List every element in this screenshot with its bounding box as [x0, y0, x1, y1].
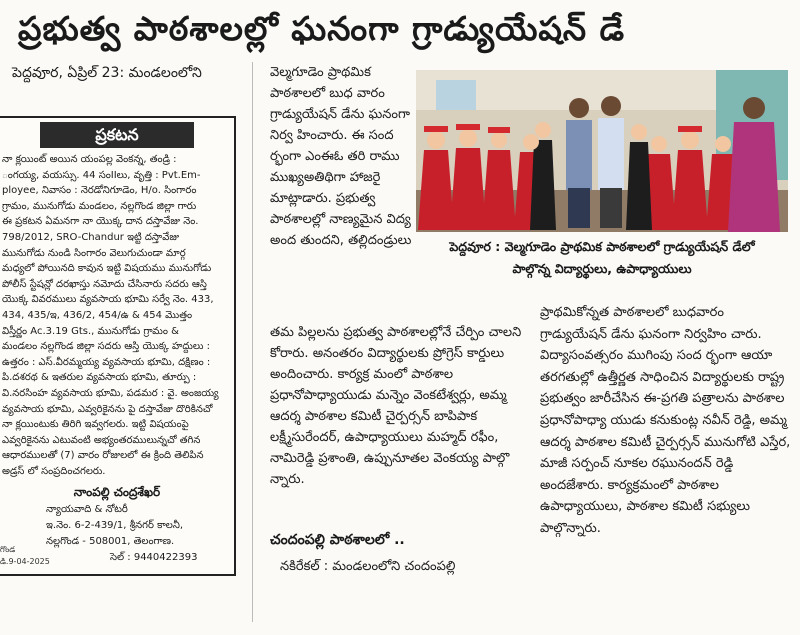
article-paragraph: వెల్మగూడెం ప్రాథమిక పాఠశాలలో బుధ వారం గ్రాడ్యుయేషన్ డేను ఘనంగా నిర్వ హించారు. ఈ సంద ర్భంగా ఎంఈఓ తరి రాము ముఖ్యఅతిథిగా హాజరై మాట్లాడారు. ప్రభుత్వ పాఠశాలల్లో నాణ్యమైన విద్య అంద తుందని, తల్లిదండ్రులు [270, 65, 412, 248]
notice-line: నా క్లయింట్ అయిన యంపల్ల వెంకన్న, తండ్రి : [2, 154, 177, 165]
notice-date: డి.9-04-2025 [0, 557, 50, 566]
notice-line: 434, 435/ఇ, 436/2, 454/ఉ & 454 మొత్తం [2, 309, 193, 321]
notice-line: ఉత్తరం : ఎస్.వీరమ్మయ్య వ్యవసాయ భూమి, దక్షిణం : [2, 356, 211, 368]
column-divider [252, 62, 253, 622]
signature-name: నాంపల్లి చంద్రశేఖర్ [73, 485, 161, 500]
notice-title: ప్రకటన [40, 122, 194, 148]
notice-line: నా క్లయింటుకు తిరిగి ఇవ్వగలరు. ఇట్టి విషయంపై [2, 419, 189, 431]
notice-line: ఆధారములతో (7) వారం రోజులలో ఈ క్రింది తెలిపిన [2, 450, 204, 462]
notice-line: 798/2012, SRO-Chandur ఇట్టి దస్తావేజు [2, 231, 180, 243]
photo-caption-line: పెద్దవూర : వెల్మగూడెం ప్రాథమిక పాఠశాలలో గ్రాడ్యుయేషన్ డేలో [449, 239, 755, 254]
dateline: పెద్దవూర, ఏప్రిల్ 23: మండలంలోని [12, 65, 202, 81]
notice-line: గ్రామం, మునుగోడు మండలం, నల్లగొండ జిల్లా గారు [2, 200, 197, 212]
graduation-photo-image [416, 70, 788, 232]
notice-line: మునుగోడు నుండి సింగారం వెలుగుచుండా మార్గ [2, 247, 186, 259]
notice-line: వి.నరసింహ వ్యవసాయ భూమి, పడమర : వై. అంజయ్య [2, 387, 219, 399]
graduation-photo [416, 70, 788, 232]
notice-box [0, 116, 236, 576]
notice-line: విస్తీర్ణం Ac.3.19 Gts., మునుగోడు గ్రామం & [2, 325, 179, 337]
article-subhead: చందంపల్లి పాఠశాలలో .. [270, 532, 405, 548]
signature-title: న్యాయవాది & నోటరీ [46, 504, 128, 516]
article-paragraph: తమ పిల్లలను ప్రభుత్వ పాఠశాలల్లోనే చేర్పిం చాలని కోరారు. అనంతరం విద్యార్థులకు ప్రోగ్రెస్ కార్డులు అందించారు. కార్యక్ర మంలో పాఠశాల ప్రధానోపాధ్యాయుడు మన్నెం వెంకటేశ్వర్లు, అమ్మ ఆదర్శ పాఠశాల కమిటీ చైర్పర్సన్ బాపిపాక లక్ష్మీసురేందర్, ఉపాధ్యాయులు మహ్మద్ రఫీం, నామిరెడ్డి ప్రశాంతి, ఉప్పునూతల వెంకయ్య పాల్గొ న్నారు. [270, 325, 522, 487]
photo-caption [416, 236, 788, 280]
address-line: ఇ.నెం. 6-2-439/1, శ్రీనగర్ కాలనీ, [46, 520, 184, 532]
notice-line: ంగయ్య, వయస్సు. 44 సంIIలు, వృత్తి : Pvt.Em- [2, 169, 201, 181]
photo-caption-line: పాల్గొన్న విద్యార్థులు, ఉపాధ్యాయులు [512, 261, 692, 276]
notice-body [0, 152, 234, 479]
article-column-middle-end [280, 556, 530, 577]
notice-line: వ్యవసాయ భూమి, ఎవ్వరికైనను పై దస్తావేజు దొరికినచో [2, 403, 213, 415]
notice-side-notes [0, 544, 50, 568]
notice-place: గొండ [0, 545, 16, 554]
article-column-middle-bottom [270, 322, 530, 490]
headline: ప్రభుత్వ పాఠశాలల్లో ఘనంగా గ్రాడ్యుయేషన్ డే [18, 9, 625, 48]
notice-line: అడ్రస్ లో సంప్రదించగలరు. [2, 465, 106, 477]
phone-number: సెల్ : 9440422393 [110, 552, 198, 564]
notice-line: ఎవ్వరికైనను ఎటువంటి అభ్యంతరములున్నచో తగిన [2, 434, 201, 446]
notice-line: ఈ ప్రకటన ఏమనగా నా యొక్క దాన దస్తావేజు నెం. [2, 216, 199, 228]
notice-line: పోలీస్ స్టేషన్లో దరఖాస్తు నమోదు చేసినారు సదరు ఆస్తి [2, 278, 207, 290]
article-paragraph: నకిరేకల్ : మండలంలోని చందంపల్లి [280, 559, 456, 574]
article-column-right [540, 302, 792, 540]
address-line: నల్లగొండ - 508001, తెలంగాణ. [46, 536, 175, 548]
notice-line: మధ్యలో పోయినది కావున ఇట్టి విషయము మునుగోడు [2, 263, 212, 275]
article-column-middle-top [270, 62, 420, 251]
article-paragraph: ప్రాథమికోన్నత పాఠశాలలో బుధవారం గ్రాడ్యుయేషన్ డేను ఘనంగా నిర్వహిం చారు. విద్యాసంవత్సరం ముగింపు సంద ర్భంగా ఆయా తరగతుల్లో ఉత్తీర్ణత సాధించిన విద్యార్థులకు రాష్ట్ర ప్రభుత్వం జారీచేసిన ఈ-ప్రగతి పత్రాలను పాఠశాల ప్రధానోపాధ్యా యుడు కనుకుంట్ల నవీన్ రెడ్డి, అమ్మ ఆదర్శ పాఠశాల కమిటీ చైర్పర్సన్ మునుగోటి ఎస్తేర, మాజీ సర్పంచ్ నూకల రఘునందన్ రెడ్డి అందజేశారు. కార్యక్రమంలో పాఠశాల ఉపాధ్యాయులు, పాఠశాల కమిటీ సభ్యులు పాల్గొన్నారు. [540, 305, 791, 536]
notice-line: మండలం నల్లగొండ జిల్లా సదరు ఆస్తి యొక్క హద్దులు : [2, 341, 210, 353]
notice-line: ployee, నివాసం : నెరడోనిగూడెం, H/o. సింగారం [2, 185, 197, 197]
notice-line: యొక్క వివరములు వ్యవసాయ భూమి సర్వే నెం. 433, [2, 294, 214, 306]
notice-line: పి.దశరథ & ఇతరుల వ్యవసాయ భూమి, తూర్పు : [2, 372, 197, 384]
